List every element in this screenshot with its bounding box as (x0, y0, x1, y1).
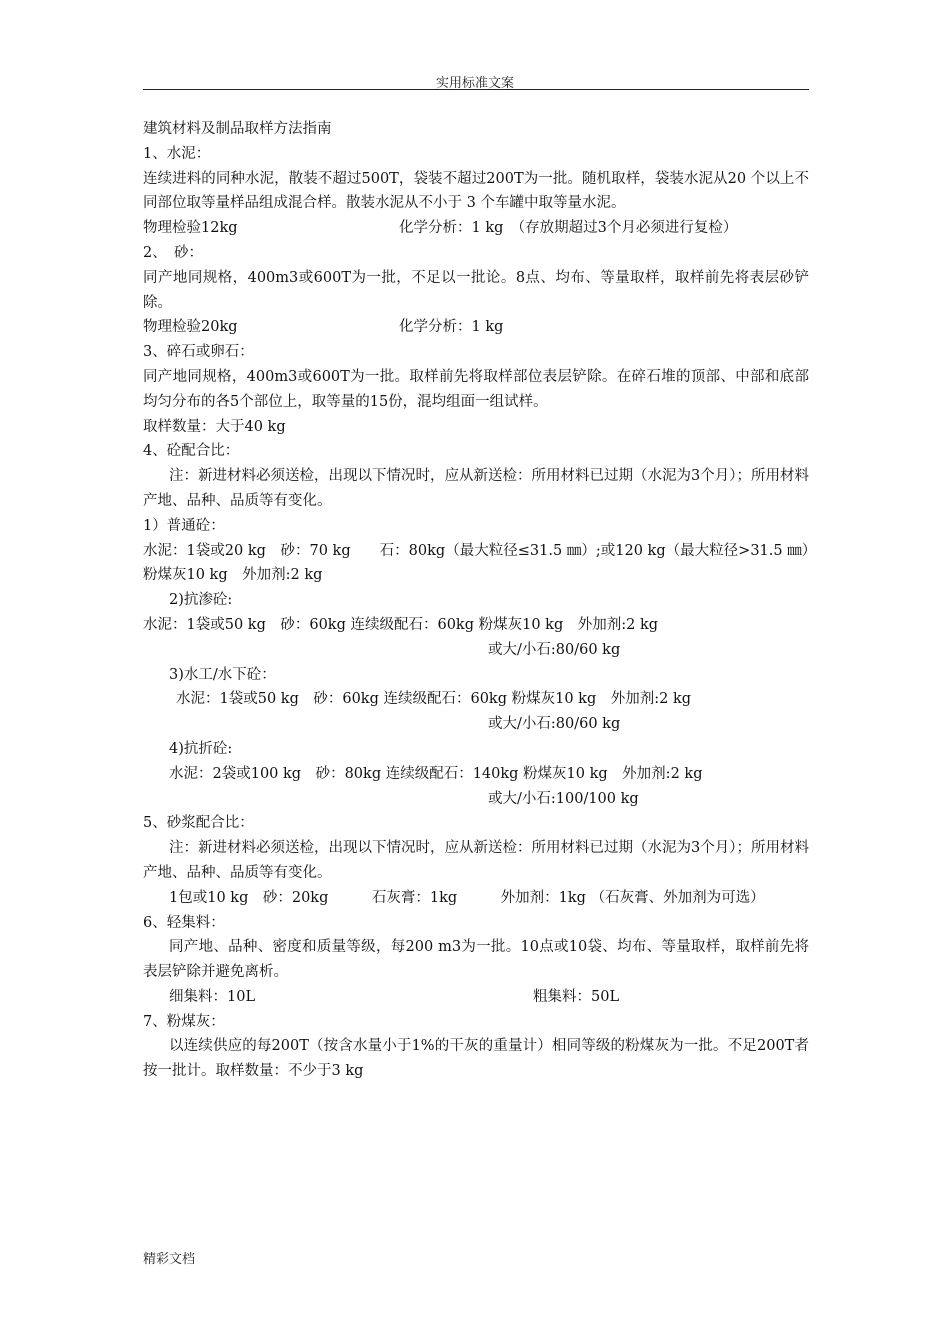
impermeable-concrete-mix: 水泥：1袋或50 kg 砂：60kg 连续级配石：60kg 粉煤灰10 kg 外加剂:2 kg (143, 616, 659, 633)
page-footer: 精彩文档 (143, 1252, 196, 1267)
hydraulic-concrete-mix: 水泥：1袋或50 kg 砂：60kg 连续级配石：60kg 粉煤灰10 kg 外加剂:2 kg (176, 691, 692, 708)
section-5-mix: 1包或10 kg 砂：20kg 石灰膏：1kg 外加剂：1kg （石灰膏、外加剂为可选） (169, 889, 765, 906)
section-2-heading: 2、 砂： (143, 244, 203, 261)
section-3-quantity: 取样数量：大于40 kg (143, 418, 286, 435)
section-4-note: 注：新进材料必须送检，出现以下情况时，应从新送检：所用材料已过期（水泥为3个月）；所用材料产地、品种、品质等有变化。 (143, 468, 809, 509)
flexural-concrete-mix: 水泥：2袋或100 kg 砂：80kg 连续级配石：140kg 粉煤灰10 kg 外加剂:2 kg (169, 765, 703, 782)
fine-aggregate: 细集料：10L (169, 988, 256, 1005)
section-6-paragraph: 同产地、品种、密度和质量等级，每200 m3为一批。10点或10袋、均布、等量取样，取样前先将表层铲除并避免离析。 (143, 939, 809, 981)
impermeable-concrete-alt: 或大/小石:80/60 kg (488, 641, 621, 658)
impermeable-concrete-label: 2)抗渗砼: (169, 592, 233, 609)
flexural-concrete-label: 4)抗折砼: (169, 740, 233, 757)
page-header-title: 实用标准文案 (435, 76, 514, 91)
section-7-paragraph: 以连续供应的每200T（按含水量小于1%的干灰的重量计）相同等级的粉煤灰为一批。不足200T者按一批计。取样数量：不少于3 kg (143, 1038, 809, 1080)
section-7-heading: 7、粉煤灰： (143, 1013, 225, 1030)
section-3-paragraph: 同产地同规格，400m3或600T为一批。取样前先将取样部位表层铲除。在碎石堆的顶部、中部和底部均匀分布的各5个部位上，取等量的15份，混均组面一组试样。 (143, 368, 809, 410)
section-3-heading: 3、碎石或卵石： (143, 344, 254, 361)
document-body (143, 117, 824, 1084)
header-divider (143, 89, 809, 90)
section-5-note: 注：新进材料必须送检，出现以下情况时，应从新送检：所用材料已过期（水泥为3个月）；所用材料产地、品种、品质等有变化。 (143, 840, 809, 881)
section-2-paragraph: 同产地同规格，400m3或600T为一批，不足以一批论。8点、均布、等量取样，取样前先将表层砂铲除。 (143, 269, 809, 311)
section-6-sample-row (143, 985, 809, 1010)
section-2-physical-test: 物理检验20kg (143, 319, 238, 336)
document-title: 建筑材料及制品取样方法指南 (143, 121, 332, 137)
section-1-physical-test: 物理检验12kg (143, 220, 238, 237)
section-1-chemical-test: 化学分析：1 kg （存放期超过3个月必须进行复检） (399, 220, 738, 237)
hydraulic-concrete-label: 3)水工/水下砼： (169, 666, 276, 683)
section-6-heading: 6、轻集料： (143, 914, 225, 931)
section-1-sample-row (143, 216, 809, 241)
section-4-heading: 4、砼配合比： (143, 443, 240, 460)
normal-concrete-mix: 水泥：1袋或20 kg 砂：70 kg 石：80kg（最大粒径≤31.5 ㎜）;或120 kg（最大粒径>31.5 ㎜） 粉煤灰10 kg 外加剂:2 kg (143, 542, 824, 584)
section-5-heading: 5、砂浆配合比： (143, 815, 254, 832)
section-2-sample-row (143, 315, 809, 340)
section-1-paragraph: 连续进料的同种水泥，散装不超过500T，袋装不超过200T为一批。随机取样，袋装水泥从20 个以上不同部位取等量样品组成混合样。散装水泥从不小于 3 个车罐中取等量水泥。 (143, 170, 809, 212)
hydraulic-concrete-alt: 或大/小石:80/60 kg (488, 716, 621, 733)
coarse-aggregate: 粗集料：50L (533, 988, 620, 1005)
normal-concrete-label: 1）普通砼： (143, 517, 225, 534)
flexural-concrete-alt: 或大/小石:100/100 kg (488, 790, 639, 807)
section-2-chemical-test: 化学分析：1 kg (399, 319, 504, 336)
section-1-heading: 1、水泥： (143, 145, 211, 162)
